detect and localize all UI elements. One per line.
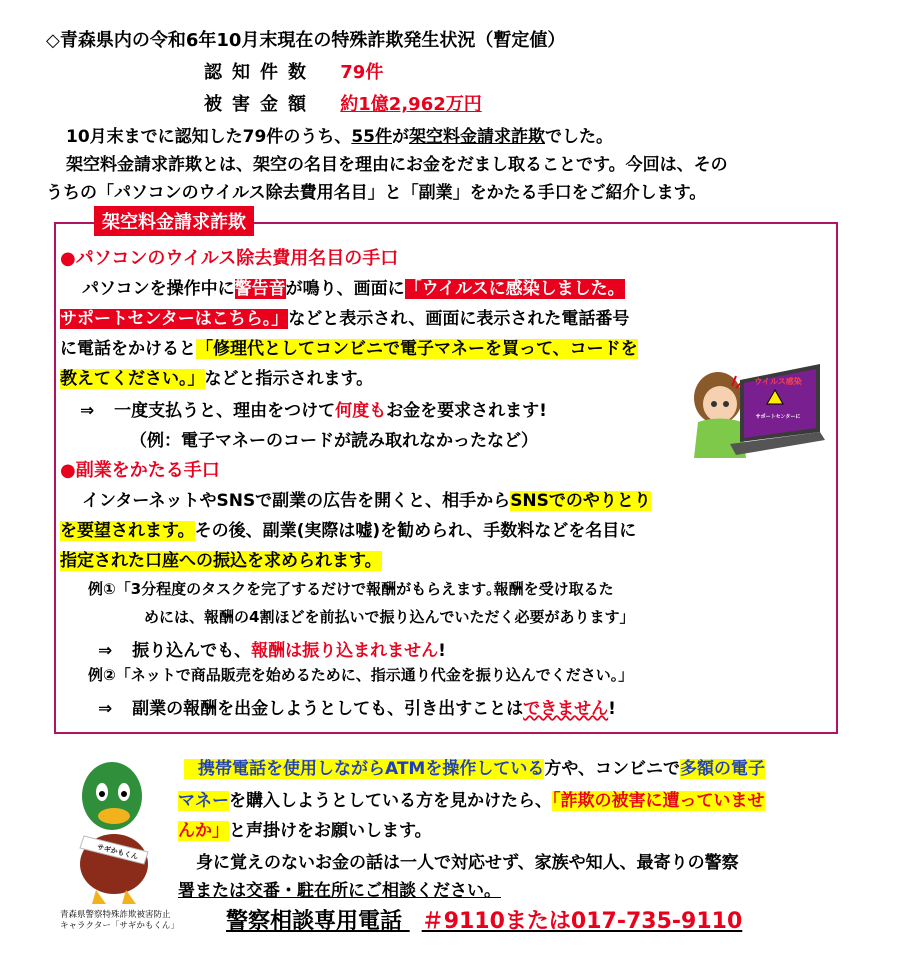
body-text: ! <box>608 699 616 719</box>
face <box>703 386 737 422</box>
transfer-request: 指定された口座への振込を求められます。 <box>60 551 382 571</box>
screen-subtext: サポートセンターに <box>755 414 801 420</box>
body-text: に電話をかけると <box>60 339 196 359</box>
stat-count-label: 認知件数 <box>204 62 316 83</box>
arrow-icon: ⇒ <box>98 699 113 719</box>
footer-line-4: 身に覚えのないお金の話は一人で対応せず、家族や知人、最寄りの警察 <box>196 853 739 873</box>
mascot-beak <box>98 808 130 824</box>
pc-virus-line-2 <box>60 304 629 329</box>
mascot-pupil <box>99 791 105 797</box>
mascot-caption <box>60 910 179 932</box>
example-1-line-2: めには、報酬の4割ほどを前払いで振り込んでいただく必要があります」 <box>144 608 635 626</box>
intro-text: が <box>392 127 409 147</box>
footer-line-1 <box>184 754 765 779</box>
example-2-result <box>98 694 616 719</box>
body-text: などと指示されます。 <box>204 369 374 389</box>
footer-line-5: 署または交番・駐在所にご相談ください。 <box>178 881 501 901</box>
intro-count: 55件 <box>351 127 392 147</box>
alert-sound-text: 警告音 <box>234 279 286 299</box>
hotline-number: ＃9110または017-735-9110 <box>421 909 743 934</box>
example-2-line-1 <box>88 664 633 685</box>
arrow-icon: ⇒ <box>98 641 113 661</box>
person-laptop-illustration <box>680 360 825 460</box>
intro-text: でした。 <box>545 127 613 147</box>
police-hotline <box>226 904 742 935</box>
body-text: が鳴り、画面に <box>285 279 405 299</box>
e-money-warning-end: マネー <box>178 791 229 811</box>
stat-damage-label: 被害金額 <box>204 94 316 115</box>
intro-line-3: うちの「パソコンのウイルス除去費用名目」と「副業」をかたる手口をご紹介します。 <box>46 183 707 203</box>
body-text: と声掛けをお願いします。 <box>229 821 432 841</box>
page-title: ◇青森県内の令和6年10月末現在の特殊詐欺発生状況（暫定値） <box>46 30 566 51</box>
stat-damage-value: 約1億2,962万円 <box>340 94 482 115</box>
repeat-warning: 何度も <box>335 401 387 421</box>
pc-virus-heading: ●パソコンのウイルス除去費用名目の手口 <box>60 248 399 269</box>
example-text: 「3分程度のタスクを完了するだけで報酬がもらえます｡報酬を受け取るた <box>115 580 614 598</box>
body-text: お金を要求されます! <box>386 401 547 421</box>
eye <box>723 401 729 407</box>
scammer-instruction-end: 教えてください。」 <box>60 369 205 389</box>
body-text: インターネットやSNSで副業の広告を開くと、相手から <box>82 491 511 511</box>
cannot-withdraw-warning: できません <box>523 699 609 719</box>
ask-victim-phrase: 「詐欺の被害に遭っていませ <box>552 791 765 811</box>
sns-contact-end: を要望されます。 <box>60 521 195 541</box>
e-money-warning: 多額の電子 <box>680 759 766 779</box>
body-text: を購入しようとしている方を見かけたら、 <box>229 791 552 811</box>
stat-count-row <box>204 58 383 84</box>
virus-message: 「ウイルスに感染しました。 <box>404 279 625 299</box>
ask-victim-phrase-end: んか」 <box>178 821 229 841</box>
footer-line-2 <box>178 786 765 811</box>
body-text: ! <box>438 641 446 661</box>
example-text: 「ネットで商品販売を始めるために、指示通り代金を振り込んでください。」 <box>115 666 634 684</box>
caption-line: キャラクター「サギかもくん」 <box>60 921 179 931</box>
pc-virus-line-3 <box>60 334 638 359</box>
body-text: 方や、コンビニで <box>544 759 681 779</box>
body-text: パソコンを操作中に <box>82 279 235 299</box>
intro-fraud-type: 架空料金請求詐欺 <box>409 127 545 147</box>
side-job-heading: ●副業をかたる手口 <box>60 460 220 481</box>
sns-contact: SNSでのやりとり <box>510 491 651 511</box>
body-text: その後、副業(実際は嘘)を勧められ、手数料などを名目に <box>194 521 637 541</box>
example-1-result <box>98 636 446 661</box>
example-1-line-1 <box>88 578 614 599</box>
arrow-icon: ⇒ <box>80 401 95 421</box>
stat-count-value: 79件 <box>340 62 384 83</box>
pc-virus-line-1 <box>82 274 625 299</box>
screen-text: ウイルス感染 <box>754 377 802 386</box>
intro-text: 10月末までに認知した79件のうち、 <box>66 127 352 147</box>
mascot-pupil <box>121 791 127 797</box>
pc-virus-line-5 <box>80 396 547 421</box>
side-job-line-1 <box>82 486 651 511</box>
support-message: サポートセンターはこちら。」 <box>60 309 289 329</box>
body-text: などと表示され、画面に表示された電話番号 <box>288 309 630 329</box>
intro-line-1 <box>66 122 613 147</box>
fraud-box-title: 架空料金請求詐欺 <box>94 206 254 236</box>
body-text: 一度支払うと、理由をつけて <box>114 401 336 421</box>
hotline-label: 警察相談専用電話 <box>226 909 403 934</box>
scammer-instruction: 「修理代としてコンビニで電子マネーを買って、コードを <box>196 339 638 359</box>
mascot-sash-text: サギかもくん <box>96 843 139 862</box>
stat-damage-row <box>204 90 482 116</box>
caption-line: 青森県警察特殊詐欺被害防止 <box>60 910 171 920</box>
eye <box>711 401 717 407</box>
mascot-sagikamo-kun <box>62 752 168 908</box>
atm-phone-warning: 携帯電話を使用しながらATMを操作している <box>184 759 544 779</box>
side-job-line-3 <box>60 546 382 571</box>
pc-virus-example: （例：電子マネーのコードが読み取れなかったなど） <box>130 431 538 451</box>
side-job-line-2 <box>60 516 636 541</box>
no-payment-warning: 報酬は振り込まれません <box>251 641 439 661</box>
pc-virus-line-4 <box>60 364 373 389</box>
example-label: 例① <box>88 580 116 598</box>
example-label: 例② <box>88 666 116 684</box>
footer-line-3 <box>178 816 432 841</box>
body-text: 振り込んでも、 <box>132 641 252 661</box>
body-text: 副業の報酬を出金しようとしても、引き出すことは <box>132 699 524 719</box>
intro-line-2: 架空料金請求詐欺とは、架空の名目を理由にお金をだまし取ることです。今回は、その <box>66 155 728 175</box>
